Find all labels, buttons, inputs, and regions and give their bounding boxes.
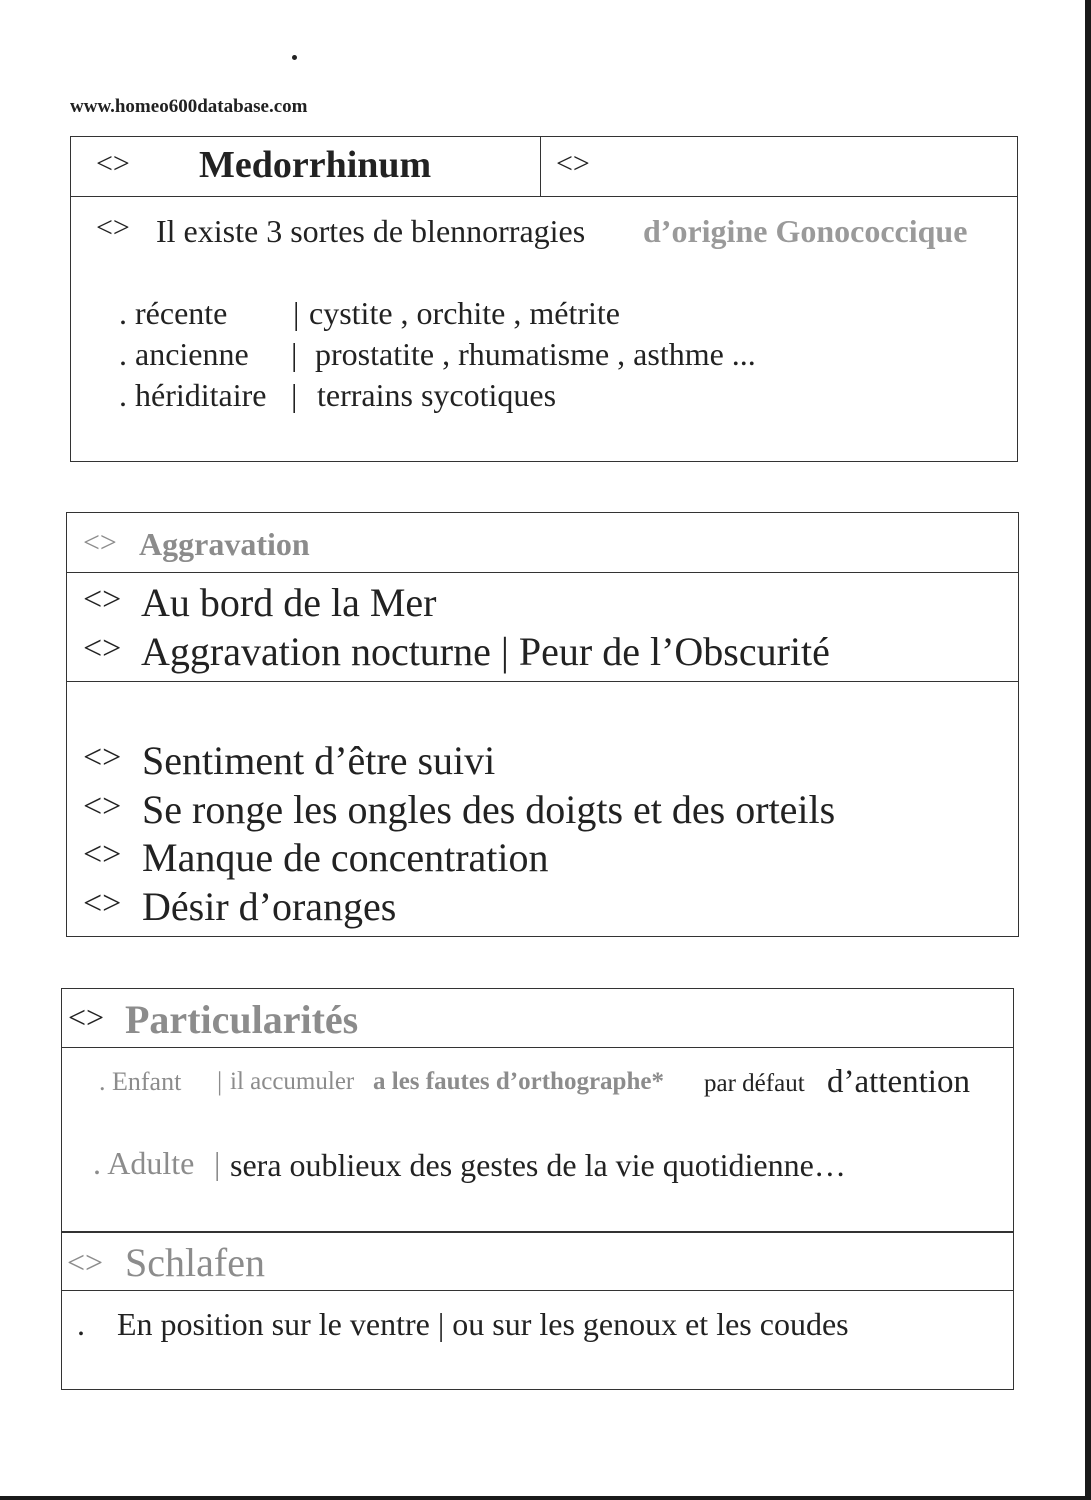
type-detail: terrains sycotiques [317,377,557,413]
symptom-marker: <> [83,788,122,825]
type-sep: | [291,336,298,372]
scan-edge-right [1085,0,1091,1500]
symptom-marker: <> [83,836,122,873]
schlafen-bullet: . [77,1306,85,1342]
symptom-item: Sentiment d’être suivi [142,738,496,783]
type-detail: prostatite , rhumatisme , asthme ... [315,336,756,372]
particularites-marker: <> [68,999,105,1035]
symptom-item: Se ronge les ongles des doigts et des orteils [142,787,836,832]
intro-text: Il existe 3 sortes de blennorragies [156,213,586,249]
item-marker: <> [83,630,122,667]
schlafen-text: En position sur le ventre | ou sur les genoux et les coudes [117,1306,849,1342]
particularites-heading: Particularités [125,997,359,1042]
title-card [70,136,1018,462]
type-sep: | [293,295,300,331]
type-detail: cystite , orchite , métrite [309,295,620,331]
symptom-marker: <> [83,739,122,776]
schlafen-card [61,1232,1014,1390]
enfant-text-c: par défaut [704,1070,805,1097]
adulte-sep: | [214,1145,221,1181]
aggravation-card [66,512,1019,937]
type-sep: | [291,377,298,413]
symptom-item: Désir d’oranges [142,884,397,929]
scan-edge-bottom [0,1496,1091,1500]
symptom-item: Manque de concentration [142,835,549,880]
scan-speck [292,55,297,60]
adulte-text: sera oublieux des gestes de la vie quotidienne… [230,1147,846,1183]
enfant-text-d: d’attention [827,1064,970,1100]
aggravation-heading: Aggravation [139,526,310,562]
aggravation-marker: <> [83,526,117,559]
enfant-text-a: il accumuler [230,1068,355,1095]
title-marker-left: <> [96,147,130,180]
title-marker-right: <> [556,147,590,180]
enfant-sep: | [217,1067,223,1096]
adulte-label: . Adulte [93,1145,195,1181]
intro-marker: <> [96,211,130,244]
enfant-text-b: a les fautes d’orthographe* [373,1068,664,1095]
schlafen-marker: <> [67,1244,104,1280]
intro-origin: d’origine Gonococcique [643,213,968,249]
schlafen-heading: Schlafen [125,1240,265,1285]
remedy-title: Medorrhinum [199,144,432,186]
enfant-label: . Enfant [99,1067,182,1096]
symptom-marker: <> [83,885,122,922]
header-url: www.homeo600database.com [70,96,308,117]
type-hereditaire: . hériditaire [119,377,267,413]
aggravation-item: Au bord de la Mer [141,580,437,625]
type-recente: . récente [119,295,228,331]
aggravation-item: Aggravation nocturne | Peur de l’Obscurité [141,629,830,674]
type-ancienne: . ancienne [119,336,249,372]
particularites-card [61,988,1014,1232]
item-marker: <> [83,581,122,618]
